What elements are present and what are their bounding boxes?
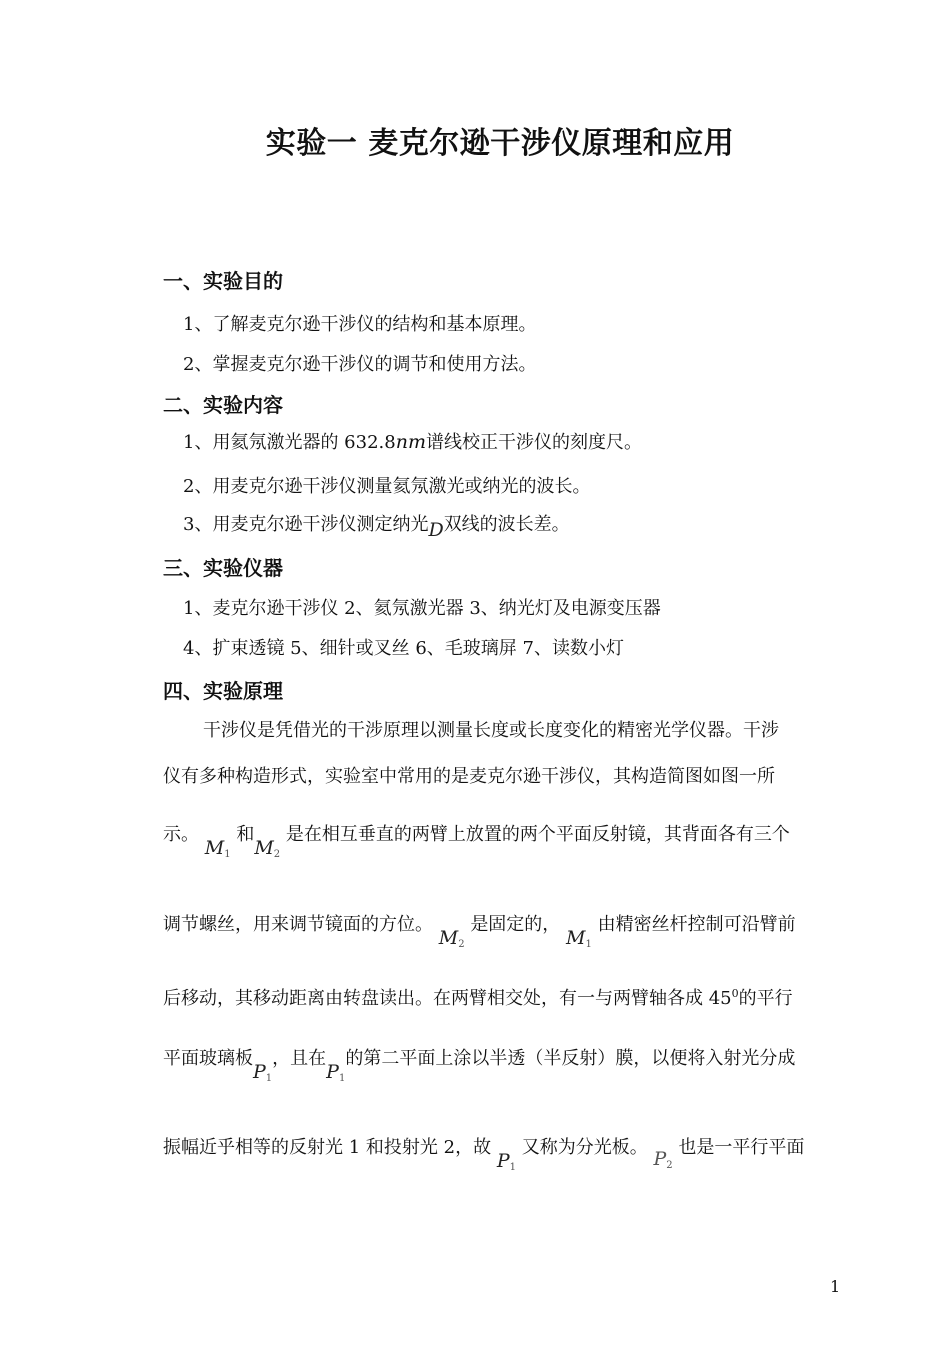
unit-nm: nm xyxy=(395,431,426,453)
instruments-row-2: 4、扩束透镜 5、细针或叉丝 6、毛玻璃屏 7、读数小灯 xyxy=(183,638,624,659)
symbol-subscript: 1 xyxy=(338,1073,346,1084)
symbol-letter: M xyxy=(254,837,274,859)
content-item-2: 2、用麦克尔逊干涉仪测量氦氖激光或纳光的波长。 xyxy=(183,476,591,497)
symbol-letter: P xyxy=(653,1148,667,1170)
section-heading-instruments: 三、实验仪器 xyxy=(163,556,283,580)
symbol-P2 xyxy=(653,1148,672,1171)
principle-line-1: 干涉仪是凭借光的干涉原理以测量长度或长度变化的精密光学仪器。干涉 xyxy=(203,720,779,741)
text-segment: 振幅近乎相等的反射光 1 和投射光 2，故 xyxy=(163,1137,492,1158)
text-segment: 的平行 xyxy=(738,988,793,1009)
symbol-letter: M xyxy=(204,837,225,859)
text-segment: ，且在 xyxy=(272,1048,327,1069)
text-segment: 也是一平行平面 xyxy=(678,1137,805,1158)
symbol-subscript: 1 xyxy=(509,1162,516,1173)
section-heading-content: 二、实验内容 xyxy=(163,393,283,417)
content-item-1 xyxy=(183,428,642,454)
degree-superscript: 0 xyxy=(731,987,739,1000)
symbol-subscript: 2 xyxy=(273,849,281,860)
principle-line-4 xyxy=(163,910,796,950)
content-item-1-pre: 1、用氦氖激光器的 632.8 xyxy=(183,432,396,453)
symbol-M1 xyxy=(566,927,592,950)
text-segment: 是固定的， xyxy=(470,914,561,935)
text-segment: 的第二平面上涂以半透（半反射）膜，以便将入射光分成 xyxy=(345,1048,796,1069)
symbol-M2 xyxy=(439,927,465,950)
principle-line-6 xyxy=(163,1044,796,1084)
symbol-subscript: 2 xyxy=(458,939,465,950)
text-segment: 后移动，其移动距离由转盘读出。在两臂相交处，有一与两臂轴各成 45 xyxy=(163,988,732,1009)
symbol-D: D xyxy=(428,519,444,541)
text-segment: 是在相互垂直的两臂上放置的两个平面反射镜，其背面各有三个 xyxy=(285,824,790,845)
symbol-letter: M xyxy=(566,927,586,949)
text-segment: 由精密丝杆控制可沿臂前 xyxy=(597,914,796,935)
symbol-subscript: 1 xyxy=(224,849,231,860)
symbol-letter: P xyxy=(326,1061,339,1083)
instruments-row-1: 1、麦克尔逊干涉仪 2、氦氖激光器 3、纳光灯及电源变压器 xyxy=(183,598,661,619)
purpose-item-2: 2、掌握麦克尔逊干涉仪的调节和使用方法。 xyxy=(183,354,537,375)
content-item-3-pre: 3、用麦克尔逊干涉仪测定纳光 xyxy=(183,514,429,535)
text-segment: 和 xyxy=(236,824,255,845)
purpose-item-1: 1、了解麦克尔逊干涉仪的结构和基本原理。 xyxy=(183,314,537,335)
principle-line-5 xyxy=(163,984,793,1010)
symbol-letter: P xyxy=(496,1150,510,1172)
page-number: 1 xyxy=(830,1277,841,1296)
principle-line-3 xyxy=(163,820,790,860)
text-segment: 调节螺丝，用来调节镜面的方位。 xyxy=(163,914,433,935)
principle-line-2: 仪有多种构造形式，实验室中常用的是麦克尔逊干涉仪，其构造简图如图一所 xyxy=(163,766,775,787)
content-item-3-post: 双线的波长差。 xyxy=(443,514,570,535)
section-heading-principle: 四、实验原理 xyxy=(163,679,283,703)
symbol-P1 xyxy=(497,1150,516,1173)
symbol-letter: M xyxy=(438,927,459,949)
symbol-subscript: 2 xyxy=(666,1160,673,1171)
symbol-subscript: 1 xyxy=(265,1073,273,1084)
symbol-P1 xyxy=(326,1061,345,1084)
page-title: 实验一 麦克尔逊干涉仪原理和应用 xyxy=(265,126,735,161)
text-segment: 又称为分光板。 xyxy=(521,1137,648,1158)
symbol-M2 xyxy=(254,837,280,860)
principle-line-7 xyxy=(163,1133,805,1173)
text-segment: 平面玻璃板 xyxy=(163,1048,253,1069)
content-item-3 xyxy=(183,510,570,541)
section-heading-purpose: 一、实验目的 xyxy=(163,269,283,293)
symbol-M1 xyxy=(205,837,231,860)
text-segment: 示。 xyxy=(163,824,199,845)
content-item-1-post: 谱线校正干涉仪的刻度尺。 xyxy=(425,432,642,453)
symbol-letter: P xyxy=(253,1061,266,1083)
symbol-subscript: 1 xyxy=(585,939,592,950)
symbol-P1 xyxy=(253,1061,272,1084)
